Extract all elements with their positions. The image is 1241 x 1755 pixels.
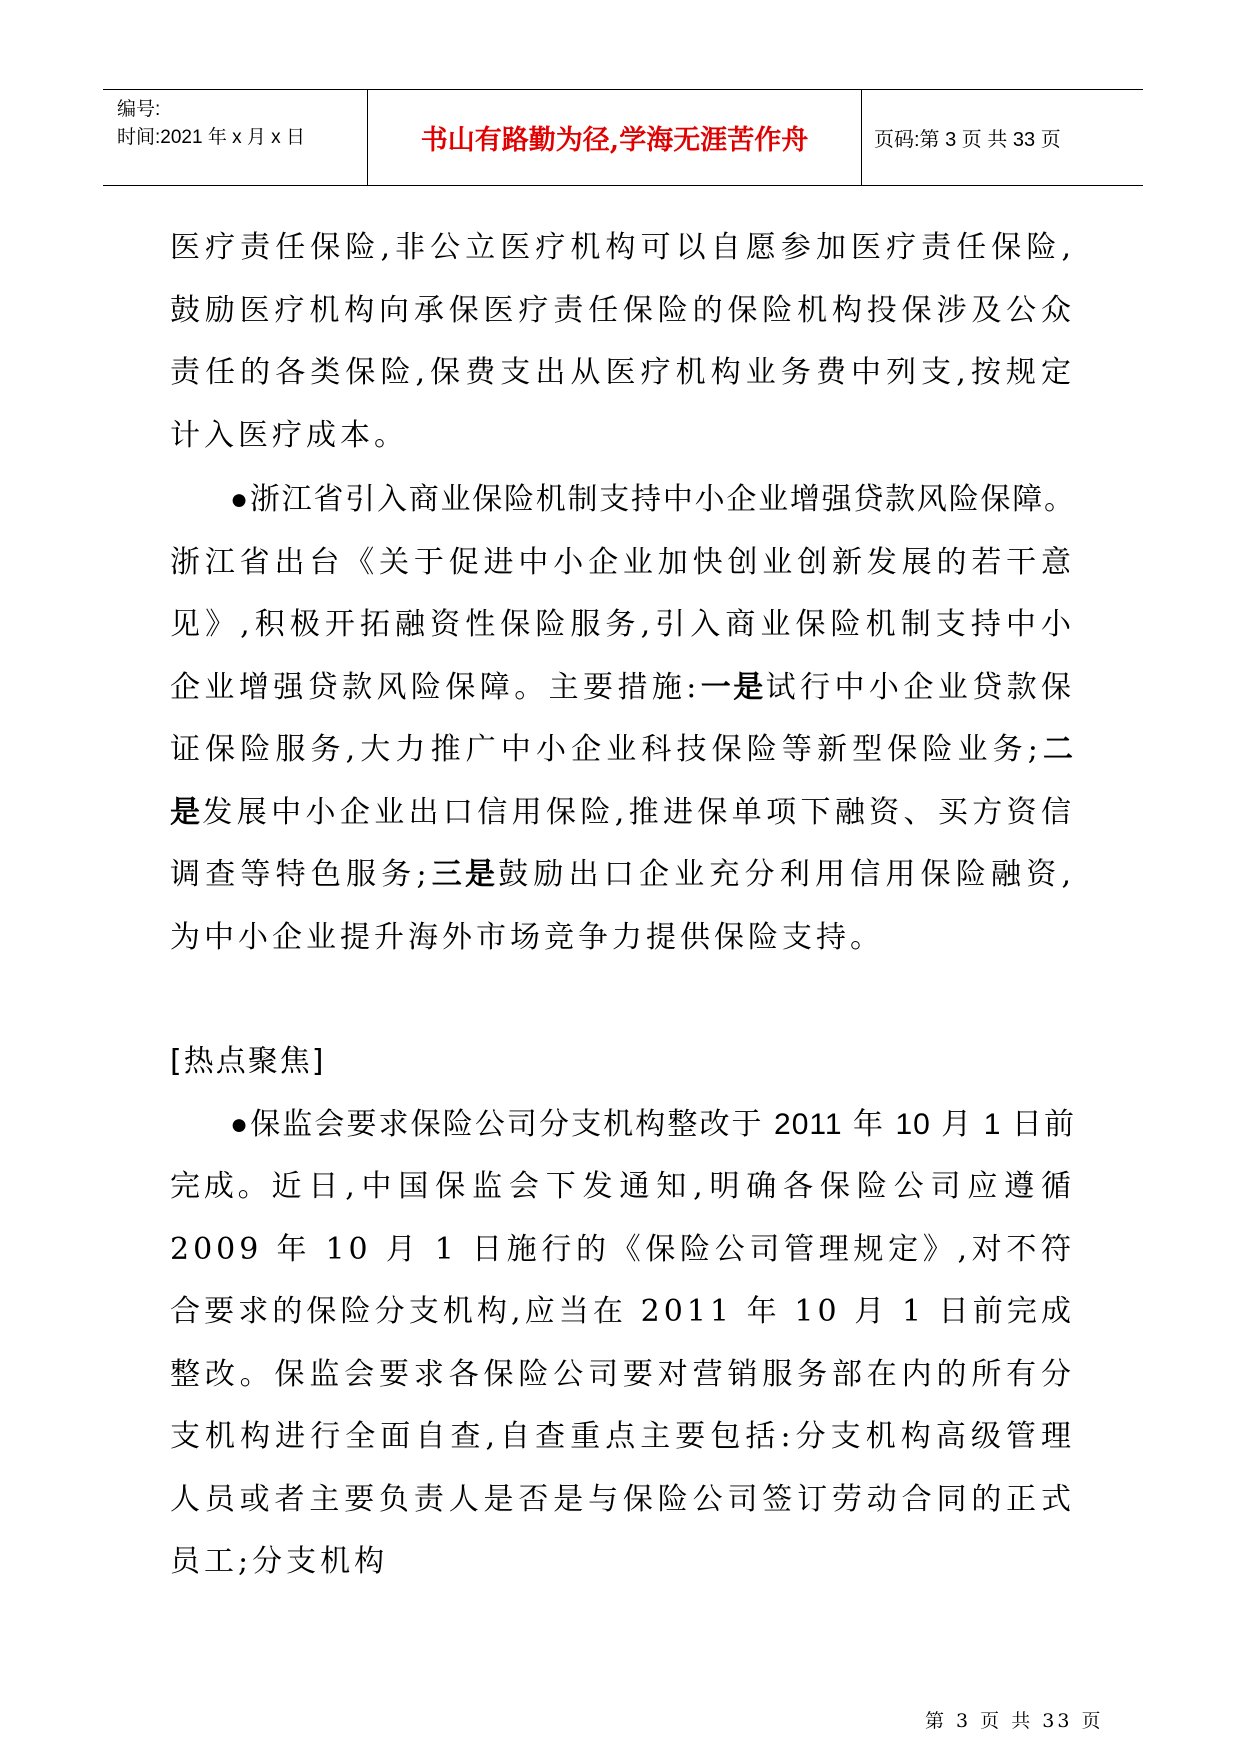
zhejiang-lead-heading: ●浙江省引入商业保险机制支持中小企业增强贷款风险保障。 xyxy=(230,483,1075,516)
document-time-label: 时间:2021 年 x 月 x 日 xyxy=(117,127,305,148)
zhejiang-text-b: 试行中小企业贷款保证保险服务,大力推广中小企业科技保险等新型保险业务; xyxy=(170,669,1076,767)
document-body xyxy=(170,217,1075,1594)
zhejiang-point-3-marker: 三是 xyxy=(430,857,499,892)
paragraph-zhejiang xyxy=(170,469,1075,969)
circ-body-text: 近日,中国保监会下发通知,明确各保险公司应遵循 2009 年 10 月 1 日施行的《保险公司管理规定》,对不符合要求的保险分支机构,应当在 2011 年 10 月 1 日前完成整改。保监会要求各保险公司要对营销服务部在内的所有分支机构进行全面自查,自查重点主要包括:分支机构高级管理人员或者主要负责人是否是与保险公司签订劳动合同的正式员工;分支机构 xyxy=(170,1169,1075,1579)
header-motto: 书山有路勤为径,学海无涯苦作舟 xyxy=(420,125,809,156)
document-number-label: 编号: xyxy=(117,99,161,120)
header-page-info: 页码:第 3 页 共 33 页 xyxy=(874,129,1061,151)
page-header xyxy=(103,89,1143,186)
zhejiang-text-d: 鼓励出口企业充分利用信用保险融资,为中小企业提升海外市场竞争力提供保险支持。 xyxy=(170,857,1075,955)
zhejiang-text-c: 发展中小企业出口信用保险,推进保单项下融资、买方资信调查等特色服务; xyxy=(170,794,1075,892)
section-heading-hot-focus xyxy=(170,1031,1075,1094)
zhejiang-point-2-marker: 二是 xyxy=(170,732,1075,830)
paragraph-medical-liability: 医疗责任保险,非公立医疗机构可以自愿参加医疗责任保险,鼓励医疗机构向承保医疗责任保险的保险机构投保涉及公众责任的各类保险,保费支出从医疗机构业务费中列支,按规定计入医疗成本。 xyxy=(170,230,1075,453)
page-footer: 第 3 页 共 33 页 xyxy=(925,1710,1104,1732)
header-info-cell xyxy=(103,90,368,185)
section-title-text: [热点聚焦] xyxy=(170,1044,326,1079)
header-page-cell xyxy=(862,90,1143,185)
zhejiang-point-1-marker: 一是 xyxy=(700,669,766,705)
circ-lead-heading: ●保监会要求保险公司分支机构整改于 2011 年 10 月 1 日前完成。 xyxy=(170,1107,1075,1203)
paragraph-circ-rectification xyxy=(170,1094,1075,1594)
zhejiang-text-a: 浙江省出台《关于促进中小企业加快创业创新发展的若干意见》,积极开拓融资性保险服务,引入商业保险机制支持中小企业增强贷款风险保障。主要措施: xyxy=(170,544,1075,705)
header-motto-cell xyxy=(368,90,862,185)
